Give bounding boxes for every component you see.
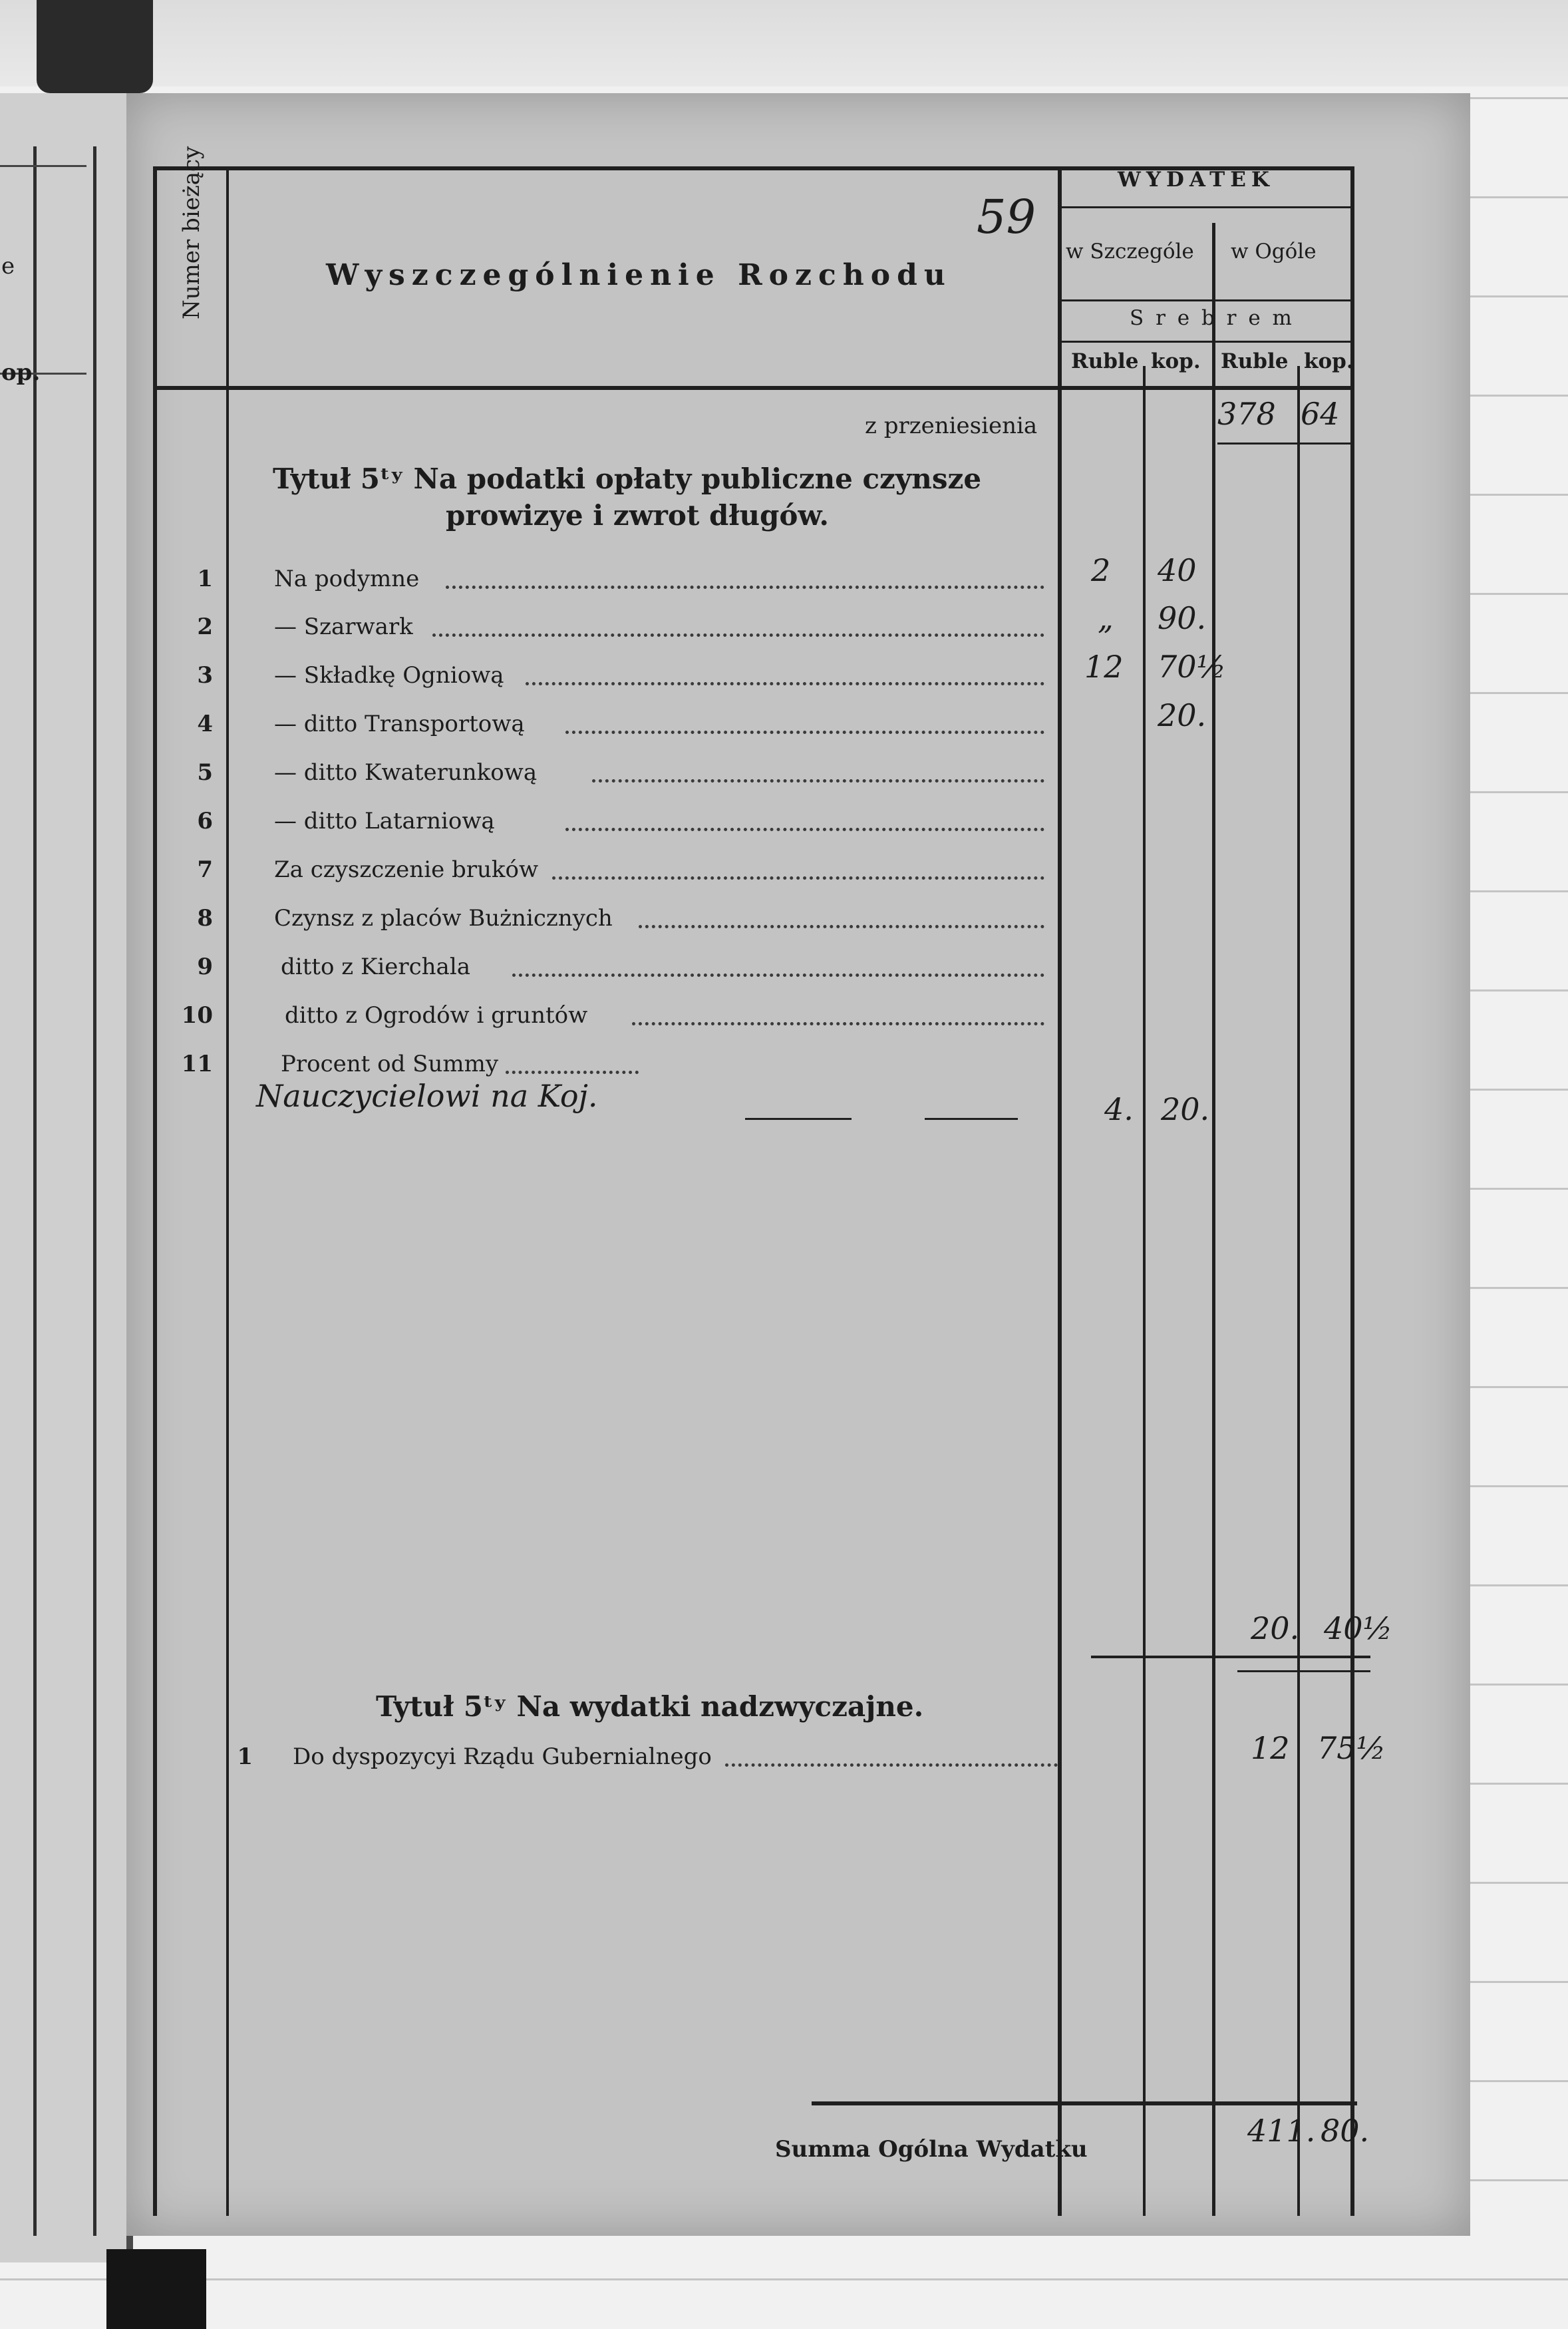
- row-description: — ditto Transportową: [274, 711, 525, 737]
- detail-kop-rule: [1143, 366, 1146, 2216]
- detail-total-rule: [1212, 223, 1215, 2216]
- binding-clip-bottom: [106, 2249, 206, 2329]
- subtotal-rule: [1091, 1656, 1370, 1658]
- section1-title-line2: prowizye i zwrot długów.: [446, 499, 829, 532]
- row-kop: 20.: [1158, 697, 1207, 733]
- left-page: [0, 93, 133, 2262]
- row-description: — Składkę Ogniową: [274, 662, 504, 689]
- handwritten-dash: [745, 1118, 852, 1120]
- section1-title-line1: Tytuł 5ᵗʸ Na podatki opłaty publiczne czynsze: [273, 462, 982, 495]
- subtotal-underline: [1237, 1670, 1370, 1672]
- row-leader-dots: [639, 925, 1044, 928]
- binding-clip-top: [37, 0, 153, 93]
- row-number: 9: [197, 954, 213, 980]
- description-column-rule: [1058, 166, 1062, 2216]
- handwritten-item: Nauczycielowi na Koj.: [256, 1078, 598, 1114]
- detail-rubles-label: Ruble: [1071, 349, 1139, 373]
- handwritten-rubles: 4.: [1104, 1091, 1134, 1127]
- row-kop: 40: [1158, 552, 1197, 588]
- row-description: — ditto Latarniową: [274, 808, 495, 834]
- expense-underline: [1058, 206, 1354, 208]
- row-number: 10: [181, 1002, 213, 1029]
- carry-over-label: z przeniesienia: [865, 413, 1038, 439]
- expense-label: WYDATEK: [1118, 168, 1275, 192]
- number-column-rule: [226, 166, 229, 2216]
- row-description: — Szarwark: [274, 614, 413, 640]
- total-label: w Ogóle: [1231, 240, 1317, 264]
- row-description: ditto z Ogrodów i gruntów: [285, 1002, 588, 1029]
- row-number: 1: [237, 1743, 253, 1770]
- row-number: 1: [197, 566, 213, 592]
- grand-total-kop: 80.: [1321, 2113, 1370, 2149]
- row-rubles: 12: [1084, 649, 1124, 685]
- row-rubles: „: [1098, 600, 1114, 636]
- description-title: Wyszczególnienie Rozchodu: [326, 258, 952, 292]
- row-number: 8: [197, 905, 213, 932]
- row-description: — ditto Kwaterunkową: [274, 759, 538, 786]
- row-kop: 90.: [1158, 600, 1207, 636]
- ledger-page: [126, 93, 1470, 2236]
- row-description: Czynsz z placów Bużnicznych: [274, 905, 613, 932]
- grand-total-rubles: 411.: [1247, 2113, 1316, 2149]
- detail-label: w Szczególe: [1066, 240, 1194, 264]
- total-rule: [812, 2101, 1357, 2105]
- row-number: 6: [197, 808, 213, 834]
- row-description: Za czyszczenie bruków: [274, 856, 539, 883]
- left-page-line: [0, 165, 86, 167]
- row-number: 3: [197, 662, 213, 689]
- column-number-label: Numer bieżący: [178, 146, 205, 319]
- row-number: 2: [197, 614, 213, 640]
- row-leader-dots: [725, 1763, 1058, 1767]
- silver-underline: [1058, 341, 1354, 343]
- total-rubles-label: Ruble: [1221, 349, 1289, 373]
- row-number: 7: [197, 856, 213, 883]
- row-leader-dots: [632, 1022, 1044, 1025]
- section2-kop: 75½: [1317, 1730, 1386, 1766]
- page-number: 59: [977, 190, 1036, 244]
- frame-left: [153, 166, 157, 2216]
- row-leader-dots: [592, 779, 1044, 783]
- total-kop-label: kop.: [1304, 349, 1354, 373]
- left-page-fragment: e: [1, 253, 15, 279]
- row-leader-dots: [565, 731, 1044, 734]
- left-page-fragment: op.: [1, 359, 41, 386]
- subtotal-kop: 40½: [1324, 1610, 1393, 1646]
- section2-title: Tytuł 5ᵗʸ Na wydatki nadzwyczajne.: [376, 1690, 924, 1723]
- row-leader-dots: [526, 682, 1044, 685]
- section2-rubles: 12: [1251, 1730, 1290, 1766]
- row-description: Procent od Summy: [281, 1051, 499, 1077]
- left-page-rule: [93, 146, 96, 2236]
- total-kop-rule: [1297, 366, 1300, 2216]
- left-page-rule: [33, 146, 37, 2236]
- row-rubles: 2: [1091, 552, 1111, 588]
- row-description: Do dyspozycyi Rządu Gubernialnego: [293, 1743, 712, 1770]
- silver-label: S r e b r e m: [1130, 306, 1295, 330]
- row-leader-dots: [565, 828, 1044, 831]
- carry-over-kop: 64: [1301, 396, 1340, 432]
- row-leader-dots: [552, 876, 1044, 880]
- carry-over-underline: [1217, 443, 1350, 445]
- row-description: ditto z Kierchala: [281, 954, 470, 980]
- detail-kop-label: kop.: [1151, 349, 1201, 373]
- row-description: Na podymne: [274, 566, 420, 592]
- carry-over-rubles: 378: [1217, 396, 1276, 432]
- grand-total-label: Summa Ogólna Wydatku: [775, 2136, 1088, 2163]
- row-leader-dots: [506, 1071, 639, 1074]
- row-leader-dots: [432, 633, 1044, 637]
- row-number: 4: [197, 711, 213, 737]
- frame-right: [1350, 166, 1354, 2216]
- row-leader-dots: [512, 974, 1044, 977]
- row-kop: 70½: [1158, 649, 1227, 685]
- handwritten-dash: [925, 1118, 1018, 1120]
- handwritten-kop: 20.: [1161, 1091, 1210, 1127]
- subtotal-rubles: 20.: [1251, 1610, 1300, 1646]
- top-shadow: [0, 0, 1568, 87]
- row-number: 11: [181, 1051, 213, 1077]
- header-bottom-rule: [153, 386, 1354, 390]
- row-number: 5: [197, 759, 213, 786]
- detail-underline: [1058, 299, 1354, 301]
- row-leader-dots: [446, 586, 1044, 589]
